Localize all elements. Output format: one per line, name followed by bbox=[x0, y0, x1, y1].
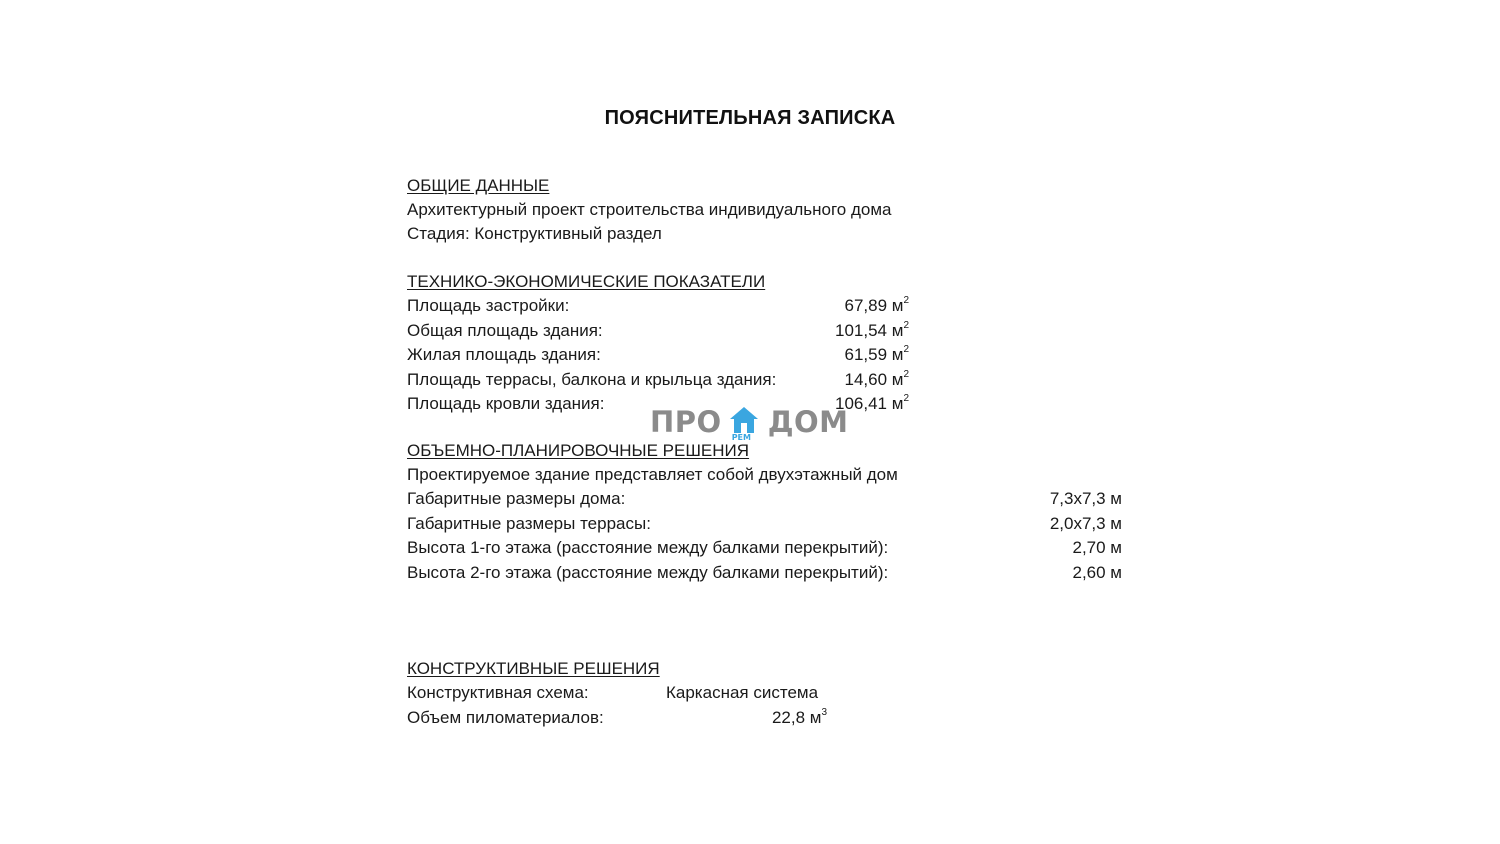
section-tech bbox=[407, 270, 909, 417]
watermark-sub-text: РЕМ bbox=[731, 433, 751, 442]
planning-row bbox=[407, 561, 1122, 586]
planning-row-value: 2,60 м bbox=[1072, 562, 1122, 582]
planning-row bbox=[407, 512, 1122, 537]
tech-row-value: 61,59 $м^2$ bbox=[844, 344, 909, 364]
construction-scheme-value: Каркасная система bbox=[666, 683, 819, 702]
tech-row bbox=[407, 368, 909, 393]
tech-row bbox=[407, 319, 909, 344]
tech-row-value: 67,89 $м^2$ bbox=[844, 295, 909, 315]
section-planning bbox=[407, 439, 1122, 585]
section-heading-construction: КОНСТРУКТИВНЫЕ РЕШЕНИЯ bbox=[407, 659, 660, 678]
document-title: ПОЯСНИТЕЛЬНАЯ ЗАПИСКА bbox=[604, 107, 896, 129]
planning-row-label: Высота 1-го этажа (расстояние между балками перекрытий): bbox=[407, 538, 889, 557]
section-heading-general: ОБЩИЕ ДАННЫЕ bbox=[407, 176, 550, 195]
planning-intro: Проектируемое здание представляет собой двухэтажный дом bbox=[407, 465, 898, 484]
watermark-logo bbox=[650, 402, 849, 442]
planning-row bbox=[407, 487, 1122, 512]
construction-row-scheme bbox=[407, 681, 827, 706]
planning-row-value: 2,70 м bbox=[1072, 538, 1122, 557]
watermark-right-text: ДОМ bbox=[767, 405, 849, 439]
tech-row-label: Жилая площадь здания: bbox=[407, 345, 601, 364]
tech-row-value: 101,54 $м^2$ bbox=[835, 319, 909, 340]
tech-row bbox=[407, 294, 909, 319]
section-heading-planning: ОБЪЕМНО-ПЛАНИРОВОЧНЫЕ РЕШЕНИЯ bbox=[407, 441, 750, 460]
tech-row-label: Площадь террасы, балкона и крыльца здания: bbox=[407, 369, 777, 389]
tech-row-label: Площадь застройки: bbox=[407, 296, 570, 315]
general-line-project: Архитектурный проект строительства индивидуального дома bbox=[407, 200, 892, 219]
planning-row-value: 2,0х7,3 м bbox=[1049, 513, 1122, 533]
watermark-left-text: ПРО bbox=[650, 405, 722, 439]
tech-row-value: 14,60 $м^2$ bbox=[844, 368, 909, 389]
section-general bbox=[407, 174, 1007, 246]
planning-row bbox=[407, 536, 1122, 561]
planning-row-label: Габаритные размеры террасы: bbox=[407, 513, 651, 533]
section-construction bbox=[407, 657, 827, 730]
construction-volume-value: 22,8 $м^3$ bbox=[771, 706, 827, 727]
tech-row-value: 106,41 $м^2$ bbox=[835, 393, 909, 413]
construction-volume-label: Объем пиломатериалов: bbox=[407, 707, 604, 727]
construction-row-volume bbox=[407, 706, 827, 731]
section-heading-tech: ТЕХНИКО-ЭКОНОМИЧЕСКИЕ ПОКАЗАТЕЛИ bbox=[407, 272, 766, 291]
tech-row-label: Площадь кровли здания: bbox=[407, 394, 605, 413]
planning-row-label: Высота 2-го этажа (расстояние между балками перекрытий): bbox=[407, 562, 889, 582]
tech-row bbox=[407, 343, 909, 368]
general-line-stage: Стадия: Конструктивный раздел bbox=[407, 224, 662, 243]
house-icon bbox=[728, 405, 760, 442]
planning-row-value: 7,3х7,3 м bbox=[1049, 489, 1122, 508]
planning-row-label: Габаритные размеры дома: bbox=[407, 489, 626, 508]
tech-row-label: Общая площадь здания: bbox=[407, 320, 603, 340]
construction-scheme-label: Конструктивная схема: bbox=[407, 683, 589, 702]
